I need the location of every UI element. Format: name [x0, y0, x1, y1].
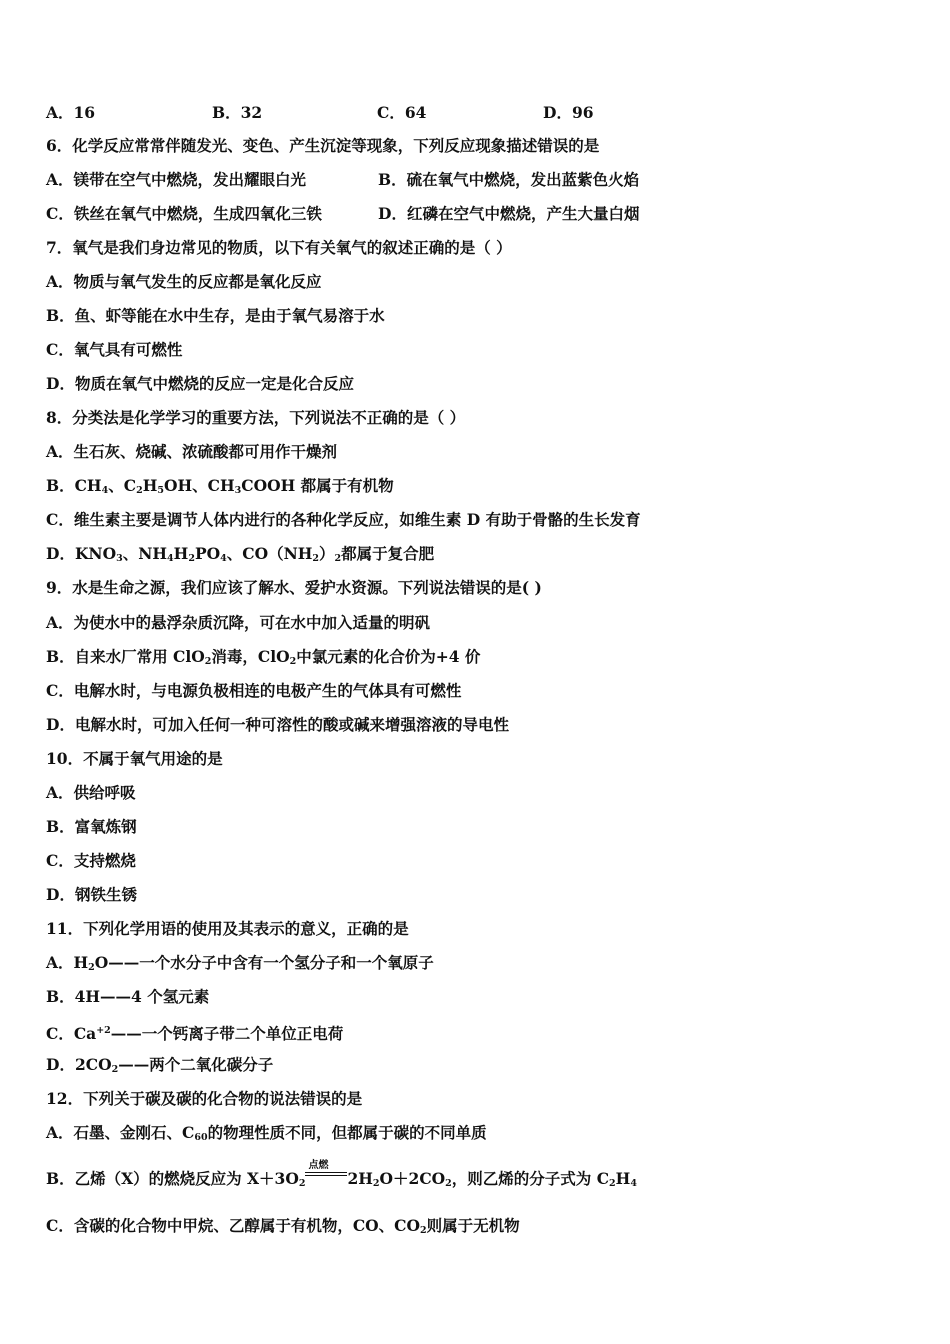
q7-option-c: C．氧气具有可燃性 [46, 340, 183, 359]
q7-option-b: B．鱼、虾等能在水中生存，是由于氧气易溶于水 [46, 306, 385, 325]
q10-option-b: B．富氧炼钢 [46, 817, 137, 836]
q8-option-b: B．$CH_4$、$C_2H_5OH$、$CH_3COOH$ 都属于有机物 [46, 476, 394, 496]
reaction-condition-label: 点燃 [308, 1160, 329, 1171]
q10-option-a: A．供给呼吸 [46, 783, 136, 802]
q6-option-c: C．铁丝在氧气中燃烧，生成四氧化三铁 [46, 204, 322, 223]
q10-option-c: C．支持燃烧 [46, 851, 136, 870]
q10-option-d: D．钢铁生锈 [46, 885, 137, 904]
q5-option-c: C．64 [377, 103, 427, 122]
q11-option-a: A．$H_2O——$一个水分子中含有一个氢分子和一个氧原子 [46, 953, 434, 973]
q9-option-b: B．自来水厂常用 ClO$_2$消毒，ClO$_2$中氯元素的化合价为+4 价 [46, 647, 481, 667]
q8-option-a: A．生石灰、烧碱、浓硫酸都可用作干燥剂 [46, 442, 338, 461]
q12-stem: 12．下列关于碳及碳的化合物的说法错误的是 [46, 1089, 363, 1108]
q6-option-b: B．硫在氧气中燃烧，发出蓝紫色火焰 [378, 170, 640, 189]
q6-stem: 6．化学反应常常伴随发光、变色、产生沉淀等现象，下列反应现象描述错误的是 [46, 136, 600, 155]
q8-stem: 8．分类法是化学学习的重要方法，下列说法不正确的是（ ） [46, 408, 466, 427]
q9-option-d: D．电解水时，可加入任何一种可溶性的酸或碱来增强溶液的导电性 [46, 715, 509, 734]
q7-stem: 7．氧气是我们身边常见的物质，以下有关氧气的叙述正确的是（ ） [46, 238, 512, 257]
q5-option-a: A．16 [46, 103, 96, 122]
q9-option-a: A．为使水中的悬浮杂质沉降，可在水中加入适量的明矾 [46, 613, 431, 632]
q12-option-a: A．石墨、金刚石、$C_{60}$的物理性质不同，但都属于碳的不同单质 [46, 1123, 487, 1143]
q9-option-c: C．电解水时，与电源负极相连的电极产生的气体具有可燃性 [46, 681, 462, 700]
q7-option-a: A．物质与氧气发生的反应都是氧化反应 [46, 272, 322, 291]
q8-option-d: D．$KNO_3$、$NH_4H_2PO_4$、$CO(NH_2)_2$都属于复合肥 [46, 544, 435, 564]
q8-option-c: C．维生素主要是调节人体内进行的各种化学反应，如维生素 D 有助于骨骼的生长发育 [46, 510, 641, 529]
q12-option-c: C．含碳的化合物中甲烷、乙醇属于有机物，CO、$CO_2$则属于无机物 [46, 1216, 520, 1236]
q5-option-d: D．96 [543, 103, 594, 122]
q12-option-b: B．乙烯（X）的燃烧反应为 $X+3O_2$ 点燃 $2H_2O+2CO_2$，则乙烯的分子式为 $C_2H_4$ [46, 1168, 637, 1195]
q11-option-d: D．$2CO_2——$两个二氧化碳分子 [46, 1055, 274, 1075]
q9-stem: 9．水是生命之源，我们应该了解水、爱护水资源。下列说法错误的是( ) [46, 578, 542, 597]
q7-option-d: D．物质在氧气中燃烧的反应一定是化合反应 [46, 374, 354, 393]
reaction-condition-arrow [305, 1160, 347, 1190]
q11-stem: 11．下列化学用语的使用及其表示的意义，正确的是 [46, 919, 409, 938]
q11-option-b: B．4H——4 个氢元素 [46, 987, 210, 1006]
q6-option-a: A．镁带在空气中燃烧，发出耀眼白光 [46, 170, 307, 189]
q5-option-b: B．32 [212, 103, 263, 122]
q10-stem: 10．不属于氧气用途的是 [46, 749, 223, 768]
q6-option-d: D．红磷在空气中燃烧，产生大量白烟 [378, 204, 640, 223]
q11-option-c: C．$Ca^{+2}——$一个钙离子带二个单位正电荷 [46, 1024, 344, 1043]
